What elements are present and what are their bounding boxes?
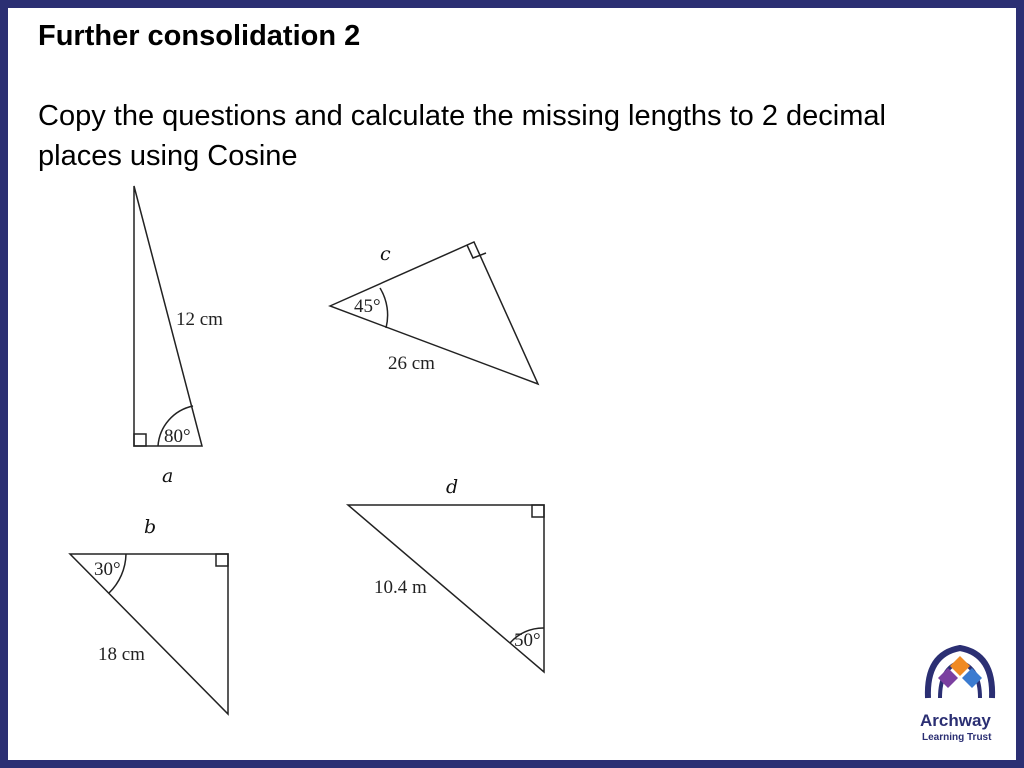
triangle-b-angle: 30° (94, 559, 121, 580)
question-b-label: b (144, 516, 157, 538)
question-a-label: a (162, 465, 174, 487)
question-d-label: d (446, 476, 459, 498)
instruction-text: Copy the questions and calculate the missing lengths to 2 decimal places using Cosine (38, 100, 886, 172)
logo-name: Archway (920, 711, 991, 730)
triangle-a-angle: 80° (164, 426, 191, 447)
archway-logo (920, 648, 992, 743)
figures (8, 8, 1016, 760)
slide-title: Further consolidation 2 (38, 20, 361, 52)
triangle-b-length: 18 cm (98, 644, 145, 665)
logo-tagline: Learning Trust (922, 732, 992, 743)
triangle-a-length: 12 cm (176, 309, 223, 330)
question-c-label: c (380, 243, 391, 265)
triangle-d-angle: 50° (514, 630, 541, 651)
triangle-c-angle: 45° (354, 296, 381, 317)
slide (8, 8, 1016, 760)
triangle-d-length: 10.4 m (374, 577, 427, 598)
triangle-c-length: 26 cm (388, 353, 435, 374)
